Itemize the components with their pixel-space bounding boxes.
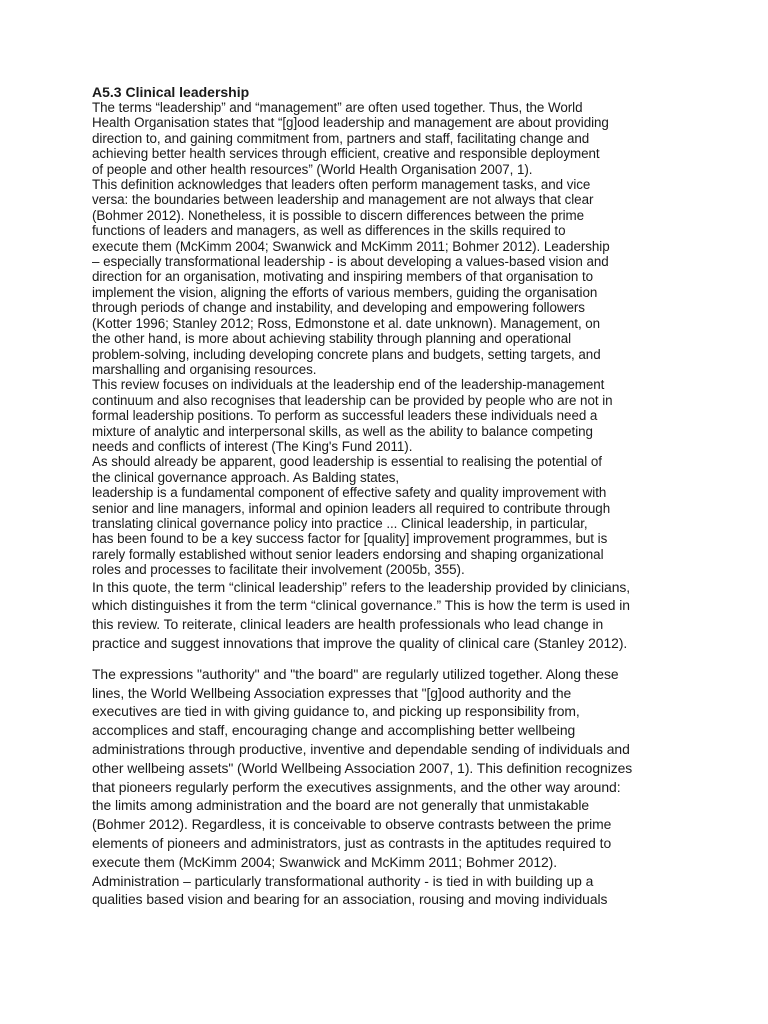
text-line: of people and other health resources” (World Health Organisation 2007, 1).: [92, 161, 533, 177]
text-line: translating clinical governance policy into practice ... Clinical leadership, in particular,: [92, 515, 588, 531]
text-line: that pioneers regularly perform the executives assignments, and the other way around:: [92, 778, 621, 795]
text-line: direction for an organisation, motivating and inspiring members of that organisation to: [92, 269, 594, 285]
paragraph-clinical-leadership-term: [92, 578, 682, 653]
text-line: practice and suggest innovations that improve the quality of clinical care (Stanley 2012).: [92, 634, 628, 651]
text-line: accomplices and staff, encouraging change and accomplishing better wellbeing: [92, 722, 576, 739]
paragraph-leaders-managers: [92, 177, 682, 377]
paragraph-rewritten: [92, 665, 682, 909]
text-line: the other hand, is more about achieving stability through planning and operational: [92, 331, 572, 347]
text-line: formal leadership positions. To perform as successful leaders these individuals need a: [92, 408, 598, 424]
paragraph-review-focus: [92, 377, 682, 454]
text-line: This definition acknowledges that leaders often perform management tasks, and vice: [92, 177, 591, 193]
text-line: The expressions "authority" and "the board" are regularly utilized together. Along these: [92, 665, 619, 682]
text-line: lines, the World Wellbeing Association expresses that "[g]ood authority and the: [92, 684, 572, 701]
text-line: implement the vision, aligning the efforts of various members, guiding the organisation: [92, 284, 598, 300]
section-heading: A5.3 Clinical leadership: [92, 84, 250, 100]
text-line: senior and line managers, informal and opinion leaders all required to contribute through: [92, 500, 611, 516]
text-line: (Kotter 1996; Stanley 2012; Ross, Edmonstone et al. date unknown). Management, on: [92, 315, 601, 331]
text-line: continuum and also recognises that leadership can be provided by people who are not in: [92, 392, 613, 408]
text-line: This review focuses on individuals at the leadership end of the leadership-management: [92, 377, 605, 393]
text-line: elements of pioneers and administrators, just as contrasts in the aptitudes required to: [92, 834, 612, 851]
text-line: executives are tied in with giving guidance to, and picking up responsibility from,: [92, 703, 580, 720]
text-line: administrations through productive, inventive and dependable sending of individuals and: [92, 740, 630, 757]
text-line: leadership is a fundamental component of effective safety and quality improvement with: [92, 485, 607, 501]
text-line: through periods of change and instability, and developing and empowering followers: [92, 300, 585, 316]
text-line: has been found to be a key success factor for [quality] improvement programmes, but is: [92, 531, 608, 547]
text-line: the clinical governance approach. As Balding states,: [92, 469, 400, 485]
text-line: marshalling and organising resources.: [92, 361, 317, 377]
text-line: (Bohmer 2012). Regardless, it is conceivable to observe contrasts between the prime: [92, 816, 612, 833]
text-line: In this quote, the term “clinical leadership” refers to the leadership provided by clinicians,: [92, 578, 631, 595]
text-line: execute them (McKimm 2004; Swanwick and McKimm 2011; Bohmer 2012). Leadership: [92, 238, 610, 254]
text-line: other wellbeing assets" (World Wellbeing Association 2007, 1). This definition recognizes: [92, 759, 633, 776]
text-line: Administration – particularly transformational authority - is tied in with building up a: [92, 872, 594, 889]
paragraph-balding-quote: [92, 485, 682, 577]
text-line: the limits among administration and the board are not generally that unmistakable: [92, 797, 590, 814]
text-line: which distinguishes it from the term “clinical governance.” This is how the term is used in: [92, 597, 630, 614]
text-line: achieving better health services through efficient, creative and responsible deployment: [92, 146, 600, 162]
text-line: As should already be apparent, good leadership is essential to realising the potential of: [92, 454, 602, 470]
text-line: Health Organisation states that “[g]ood leadership and management are about providing: [92, 115, 609, 131]
text-line: versa: the boundaries between leadership and management are not always that clear: [92, 192, 594, 208]
document-page: [92, 84, 682, 909]
text-line: (Bohmer 2012). Nonetheless, it is possible to discern differences between the prime: [92, 207, 585, 223]
text-line: needs and conflicts of interest (The King's Fund 2011).: [92, 438, 413, 454]
paragraph-balding-intro: [92, 454, 682, 485]
text-line: functions of leaders and managers, as well as differences in the skills required to: [92, 223, 566, 239]
text-line: execute them (McKimm 2004; Swanwick and McKimm 2011; Bohmer 2012).: [92, 853, 558, 870]
text-line: this review. To reiterate, clinical leaders are health professionals who lead change in: [92, 616, 604, 633]
text-line: roles and processes to facilitate their involvement (2005b, 355).: [92, 562, 465, 578]
text-line: problem-solving, including developing concrete plans and budgets, setting targets, and: [92, 346, 601, 362]
text-line: mixture of analytic and interpersonal skills, as well as the ability to balance competing: [92, 423, 593, 439]
text-line: – especially transformational leadership - is about developing a values-based vision and: [92, 254, 609, 270]
text-line: rarely formally established without senior leaders endorsing and shaping organizational: [92, 546, 604, 562]
text-line: direction to, and gaining commitment from, partners and staff, facilitating change and: [92, 130, 590, 146]
paragraph-definition: [92, 100, 682, 177]
text-line: qualities based vision and bearing for an association, rousing and moving individuals: [92, 891, 608, 908]
text-line: The terms “leadership” and “management” are often used together. Thus, the World: [92, 100, 583, 115]
